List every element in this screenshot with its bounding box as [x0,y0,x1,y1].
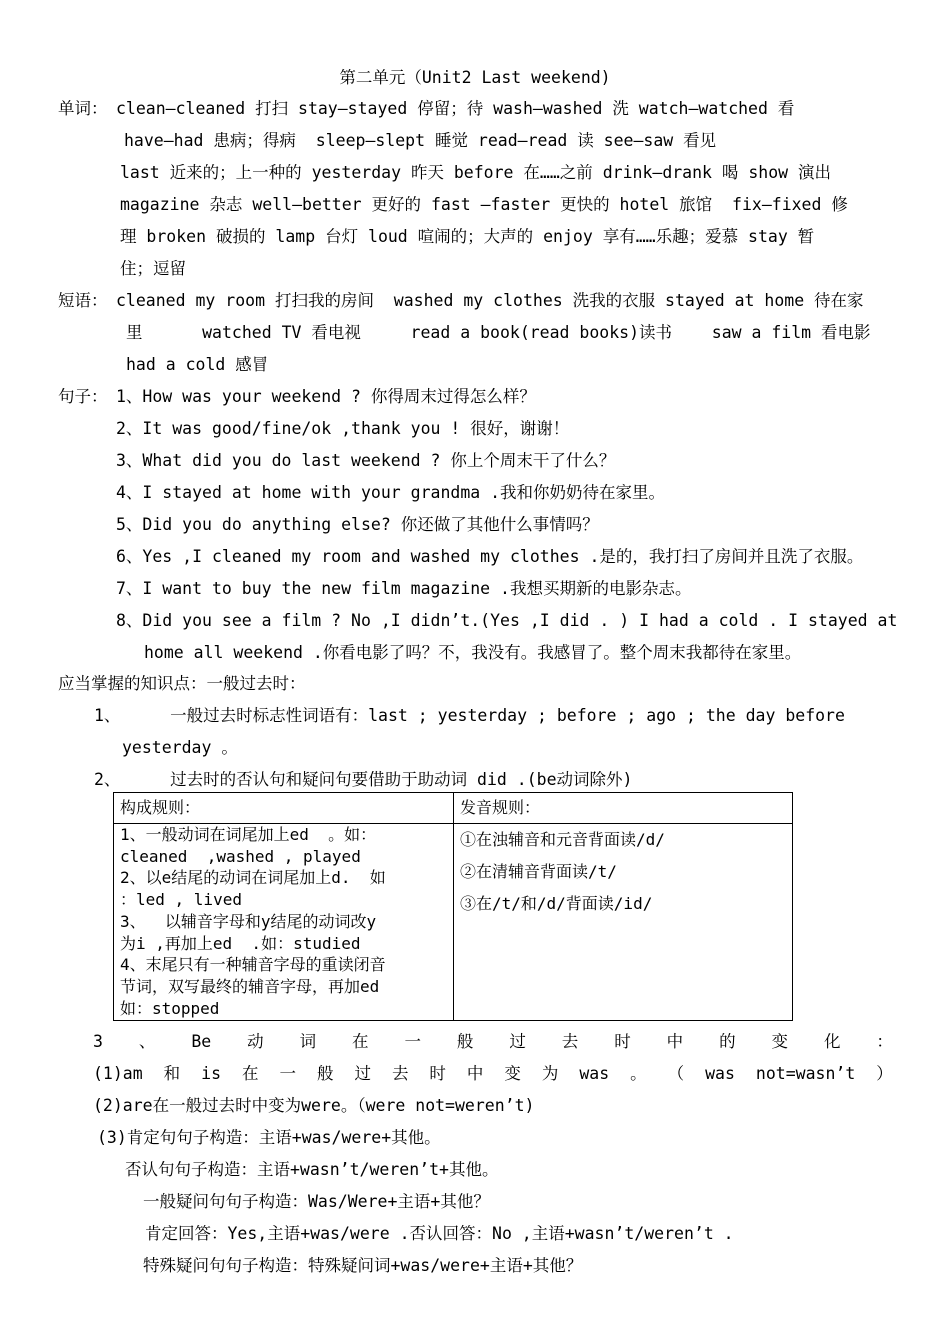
heading-char: 去 [561,1032,579,1051]
am-line-token: 中 [466,1064,484,1083]
formation-rule-line: 如：stopped [120,998,220,1018]
sentence-item-continuation: home all weekend .你看电影了吗？不，我没有。我感冒了。整个周末我都待在家里。 [144,643,802,662]
am-line-token: 。 [630,1064,647,1083]
phrases-section [58,285,894,381]
am-is-line [93,1058,893,1090]
formation-rule-line: 4、末尾只有一种辅音字母的重读闭音 [120,955,386,975]
point-3-heading [93,1026,893,1058]
am-line-token: 时 [429,1064,446,1083]
am-line-token: 去 [391,1064,409,1083]
am-line-token: not=wasn’t [755,1064,856,1083]
pronunciation-rules-cell [454,824,793,1021]
special-question-structure: 特殊疑问句句子构造：特殊疑问词+was/were+主语+其他？ [143,1256,583,1275]
phrase-line: cleaned my room 打扫我的房间 washed my clothes 洗我的衣服 stayed at home 待在家 [116,291,864,310]
heading-char: Be [191,1032,212,1051]
am-line-token: 一 [279,1064,296,1083]
am-line-token: 般 [316,1064,334,1083]
formation-rule-line: 3、 以辅音字母和y结尾的动词改y [120,911,377,931]
vocab-section [58,93,894,285]
heading-char: 在 [352,1032,369,1051]
table-header-row [114,793,793,824]
vocab-line: magazine 杂志 well—better 更好的 fast —faster 更快的 hotel 旅馆 fix—fixed 修 [120,195,848,214]
heading-char: 时 [614,1032,631,1051]
am-line-token: （ [667,1064,685,1083]
table-header-pronunciation: 发音规则： [454,793,793,824]
sentence-item: 6、Yes ,I cleaned my room and washed my clothes .是的，我打扫了房间并且洗了衣服。 [116,547,864,566]
formation-rules-cell [114,824,454,1021]
sentence-item: 8、Did you see a film ? No ,I didn’t.(Yes ,I did . ) I had a cold . I stayed at [116,611,898,630]
formation-rule-line: ：led , lived [120,890,242,910]
knowledge-section [58,668,894,796]
vocab-line: have—had 患病；得病 sleep—slept 睡觉 read—read 读 see—saw 看见 [124,131,717,150]
am-line-token: was [579,1064,610,1083]
sentences-label: 句子： [58,387,108,406]
formation-rule-line: cleaned ,washed , played [120,846,361,866]
heading-char: 、 [138,1032,156,1051]
negative-structure: 否认句句子构造：主语+wasn’t/weren’t+其他。 [125,1160,499,1179]
heading-char: 过 [509,1032,526,1051]
pronunciation-rule-line: ②在清辅音背面读/t/ [460,862,617,881]
phrase-line: 里 watched TV 看电视 read a book(read books)读书 saw a film 看电影 [126,323,871,342]
vocab-line: 理 broken 破损的 lamp 台灯 loud 喧闹的；大声的 enjoy 享有……乐趣；爱慕 stay 暂 [120,227,815,246]
phrase-line: had a cold 感冒 [126,355,269,374]
general-question-structure: 一般疑问句句子构造：Was/Were+主语+其他？ [143,1192,490,1211]
knowledge-point-2: 2、 过去时的否认句和疑问句要借助于助动词 did .(be动词除外) [94,770,633,789]
are-line: (2)are在一般过去时中变为were。（were not=weren’t) [93,1096,535,1115]
vocab-label: 单词： [58,99,108,118]
sentence-item: 5、Did you do anything else? 你还做了其他什么事情吗？ [116,515,599,534]
am-line-token: (1)am [93,1064,143,1083]
am-line-token: ） [876,1064,893,1083]
vocab-line: 住；逗留 [120,259,186,278]
heading-char: 变 [771,1032,788,1051]
heading-char: ： [876,1032,893,1051]
page-title: 第二单元（Unit2 Last weekend) [339,68,611,87]
sentences-section [58,381,898,669]
heading-char: 3 [93,1032,103,1051]
knowledge-heading: 应当掌握的知识点：一般过去时： [58,674,306,693]
pronunciation-rule-line: ①在浊辅音和元音背面读/d/ [460,830,665,849]
sentence-item: 4、I stayed at home with your grandma .我和你奶奶待在家里。 [116,483,666,502]
affirmative-structure: (3)肯定句句子构造：主语+was/were+其他。 [97,1128,441,1147]
table-header-formation: 构成规则： [114,793,454,824]
heading-char: 一 [404,1032,421,1051]
answers-structure: 肯定回答：Yes,主语+was/were .否认回答：No ,主语+wasn’t/weren’t . [145,1224,734,1243]
sentence-item: 1、How was your weekend ? 你得周末过得怎么样？ [116,387,536,406]
am-line-token: 变 [504,1064,521,1083]
sentence-item: 2、It was good/fine/ok ,thank you ! 很好，谢谢！ [116,419,570,438]
sentence-item: 7、I want to buy the new film magazine .我想买期新的电影杂志。 [116,579,692,598]
heading-char: 动 [247,1032,264,1051]
am-line-token: is [201,1064,222,1083]
am-line-token: 为 [541,1064,559,1083]
formation-rule-line: 1、一般动词在词尾加上ed 。如： [120,825,377,844]
formation-rule-line: 2、以e结尾的动词在词尾加上d. 如 [120,868,386,888]
knowledge-point-1: 1、 一般过去时标志性词语有：last ; yesterday ; before ; ago ; the day before [94,706,845,725]
formation-rule-line: 节词，双写最终的辅音字母，再加ed [120,976,380,996]
heading-char: 词 [299,1032,317,1051]
heading-char: 中 [666,1032,684,1051]
pronunciation-rule-line: ③在/t/和/d/背面读/id/ [460,894,653,913]
am-line-token: 在 [242,1064,259,1083]
vocab-line: last 近来的；上一种的 yesterday 昨天 before 在……之前 drink—drank 喝 show 演出 [120,163,832,182]
knowledge-point-1-continuation: yesterday 。 [122,738,238,757]
rules-table [113,792,793,1021]
be-verb-section [93,1026,893,1282]
heading-char: 般 [456,1032,474,1051]
heading-char: 化 [823,1032,841,1051]
formation-rule-line: 为i ,再加上ed .如：studied [120,933,361,953]
phrases-label: 短语： [58,291,108,310]
table-row [114,824,793,1021]
heading-char: 的 [719,1032,736,1051]
vocab-line: clean—cleaned 打扫 stay—stayed 停留；待 wash—washed 洗 watch—watched 看 [116,99,795,118]
am-line-token: 和 [163,1064,181,1083]
am-line-token: 过 [354,1064,371,1083]
am-line-token: was [705,1064,735,1083]
sentence-item: 3、What did you do last weekend ? 你上个周末干了什么？ [116,451,616,470]
